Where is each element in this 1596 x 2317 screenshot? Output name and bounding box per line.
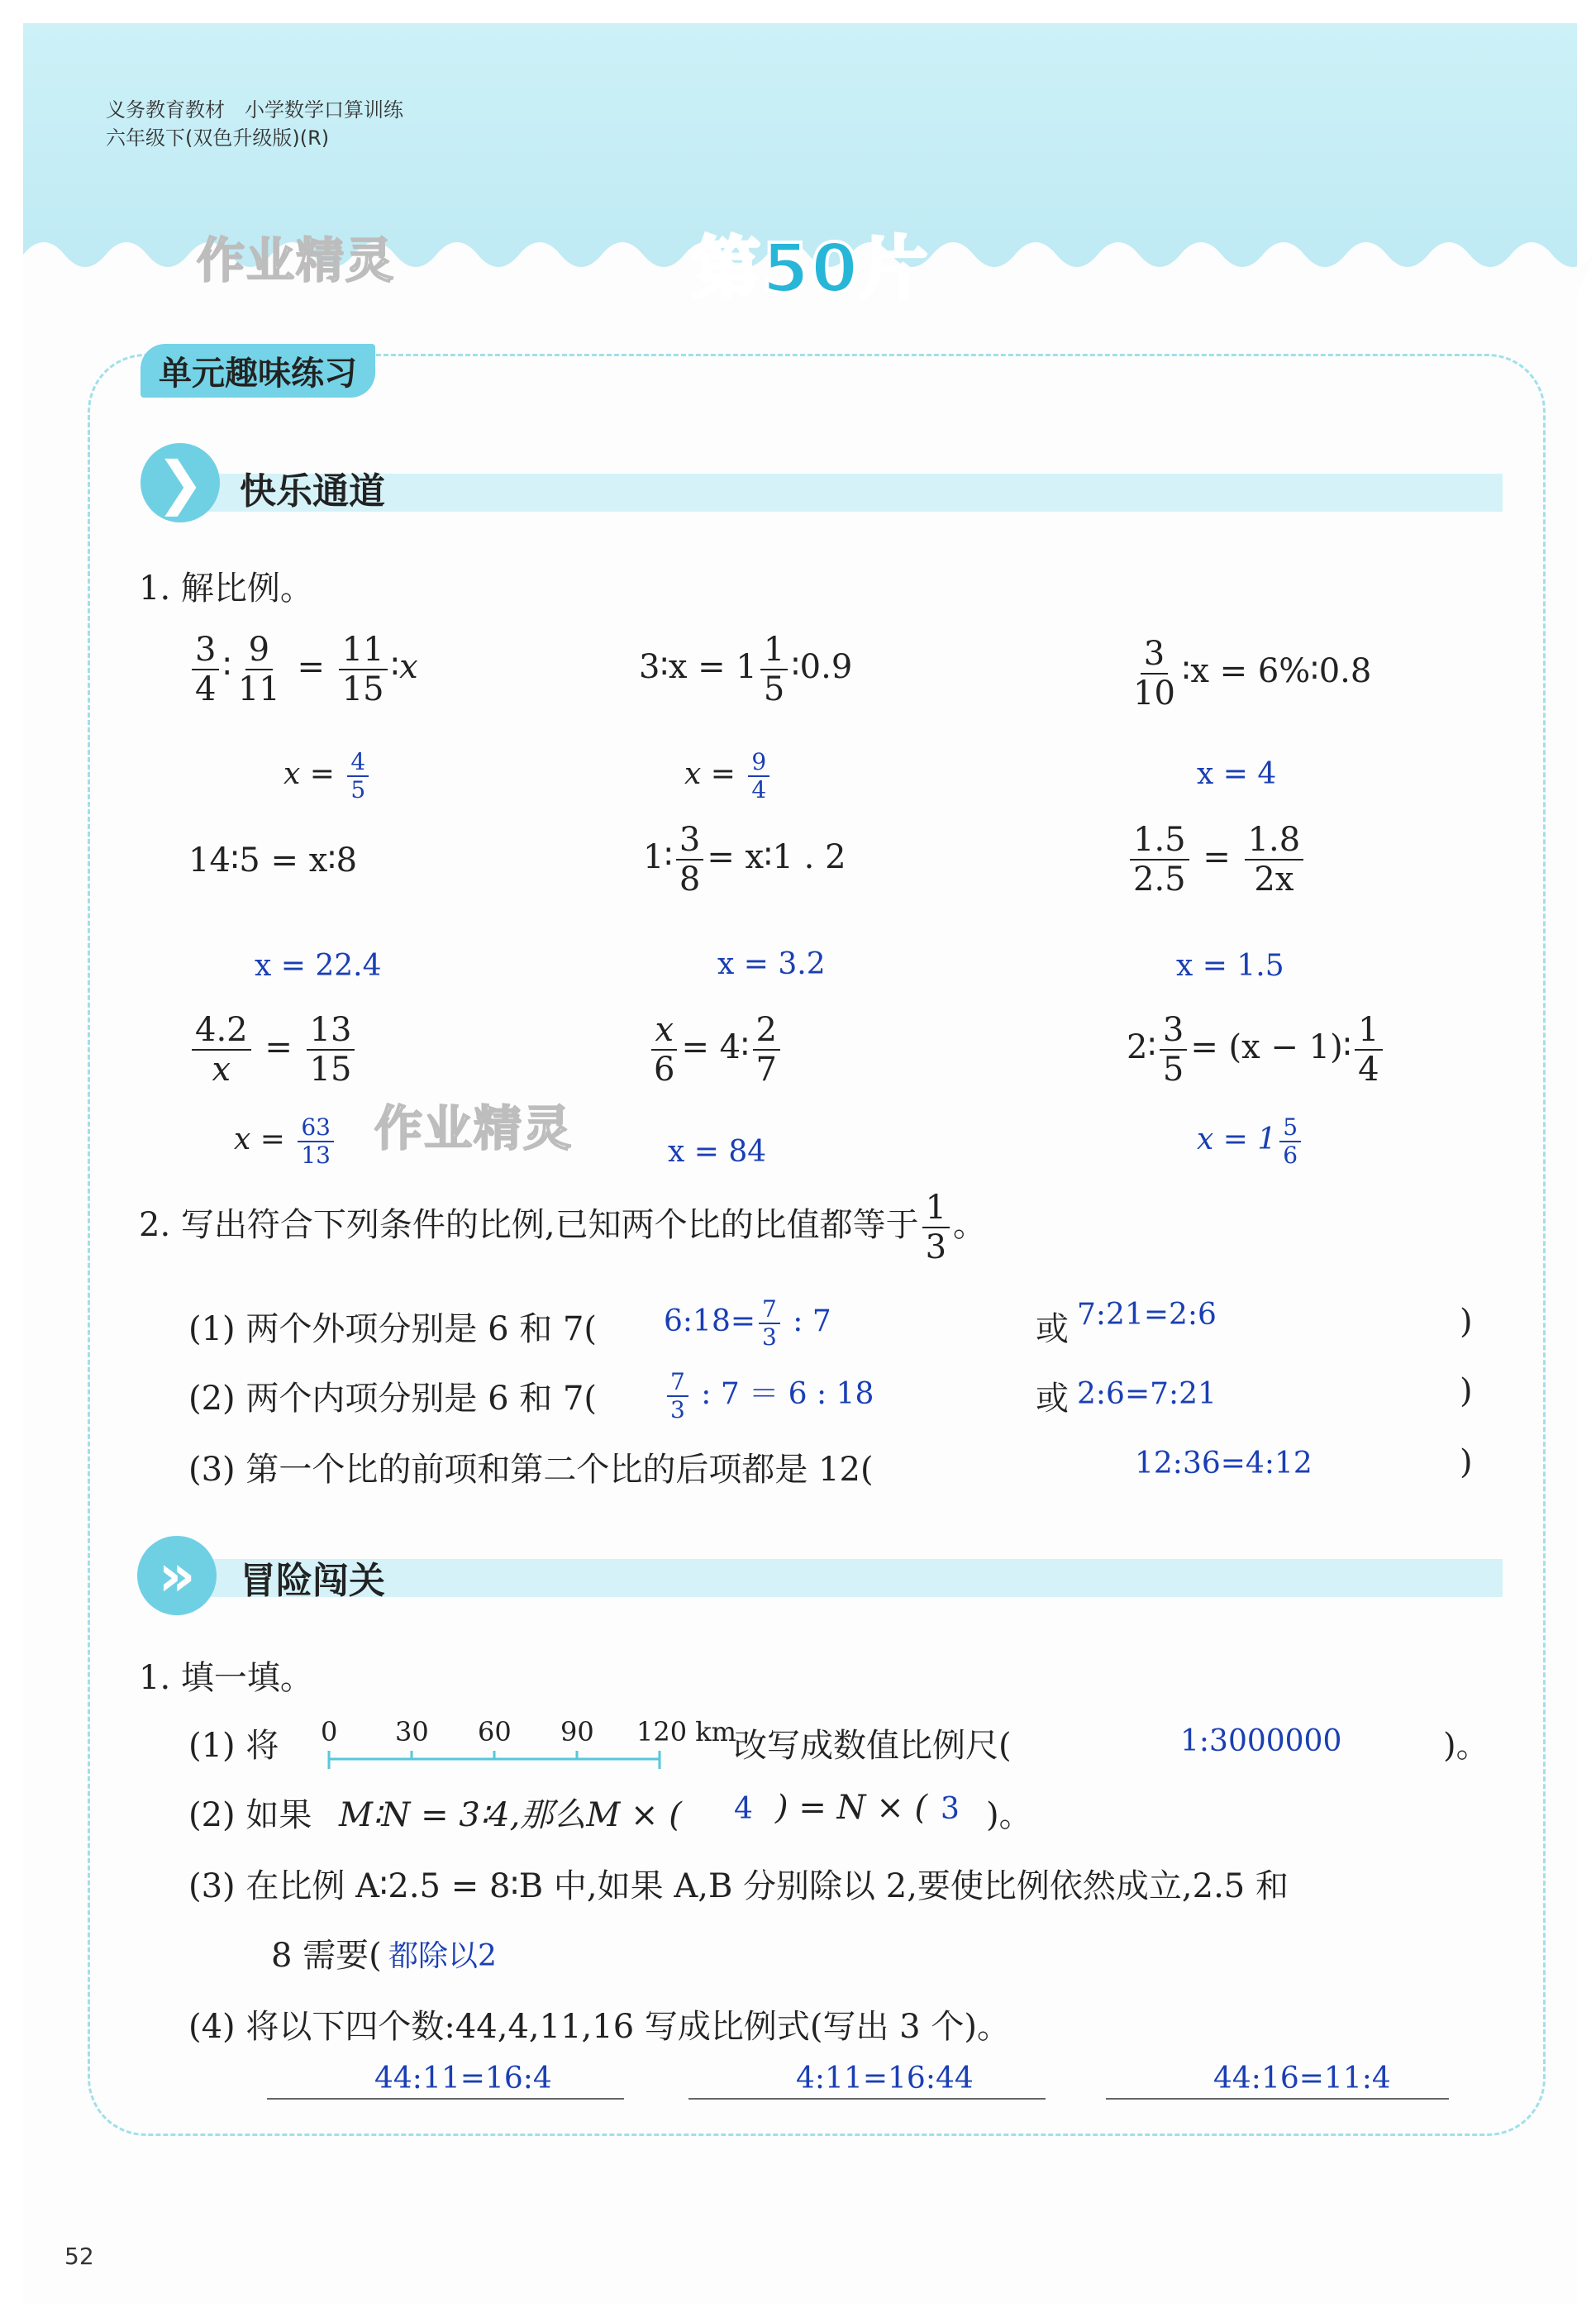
s2-item2-text3: ) = N × (: [775, 1789, 928, 1827]
scale-ruler: [321, 1716, 736, 1777]
s2-item1-pre: (1) 将: [188, 1727, 279, 1765]
section1-title: 快乐通道: [240, 470, 385, 513]
q2-label: 2. 写出符合下列条件的比例,已知两个比的比值都等于 $\frac{1}{3}$ 。: [139, 1189, 987, 1266]
s2-item2-text2: M∶N = 3∶4,那么M × (: [339, 1796, 682, 1834]
s2-item2-answer1: 4: [734, 1792, 753, 1826]
q2-item3-answer: 12:36=4:12: [1135, 1447, 1313, 1480]
ruler-tick-0: 0: [321, 1716, 338, 1747]
answer-6: x = 1.5: [1176, 949, 1284, 983]
watermark-middle: 作业精灵: [374, 1100, 574, 1156]
q2-item2-close: ): [1460, 1372, 1473, 1410]
equation-8: $\frac{x}{6}$ = 4∶ $\frac{2}{7}$: [647, 1011, 784, 1089]
s2-item1-mid: 改写成数值比例尺(: [734, 1727, 1012, 1765]
answer-4: x = 22.4: [255, 949, 382, 983]
book-line2: 六年级下(双色升级版)(R): [106, 126, 330, 150]
s2-item1-answer: 1:3000000: [1180, 1724, 1342, 1758]
answer-5: x = 3.2: [717, 947, 826, 981]
equation-7: $\frac{4.2}{x}$ = $\frac{13}{15}$: [188, 1011, 358, 1089]
s2-item2-answer2: 3: [941, 1792, 960, 1826]
answer-2: x = $\frac{9}{4}$: [684, 749, 773, 803]
chevron-right-icon: ❯: [155, 449, 205, 517]
q2-item2-answer-a: $\frac{7}{3}$ : 7 ＝ 6 : 18: [664, 1369, 874, 1423]
q1-label: 1. 解比例。: [139, 570, 313, 608]
equation-2: 3∶x = 1 $\frac{1}{5}$ ∶0.9: [639, 631, 853, 708]
page-number: 52: [64, 2243, 94, 2270]
equation-9: 2∶ $\frac{3}{5}$ = (x − 1)∶ $\frac{1}{4}$: [1127, 1011, 1386, 1089]
equation-4: 14∶5 = x∶8: [188, 841, 358, 880]
book-info: [106, 96, 403, 152]
answer-line-2: [688, 2098, 1046, 2100]
s2-q1-label: 1. 填一填。: [139, 1659, 313, 1697]
s2-item4-answer-1: 44:11=16:4: [374, 2062, 552, 2095]
book-line1: 义务教育教材 小学数学口算训练: [106, 98, 403, 122]
equation-1: $\frac{3}{4}$ ∶ $\frac{9}{11}$ = $\frac{11}{15}$ ∶x: [188, 631, 418, 708]
q2-item3-label: (3) 第一个比的前项和第二个比的后项都是 12(: [188, 1451, 874, 1489]
q2-item2-or: 或: [1036, 1380, 1069, 1418]
equation-6: $\frac{1.5}{2.5}$ = $\frac{1.8}{2x}$: [1127, 821, 1307, 899]
s2-item3-answer: 都除以2: [388, 1939, 497, 1973]
ruler-tick-120: 120 km: [636, 1716, 736, 1747]
s2-item3-line1: (3) 在比例 A∶2.5 = 8∶B 中,如果 A,B 分别除以 2,要使比例依然成立,2.5 和: [188, 1867, 1289, 1905]
equation-5: 1∶ $\frac{3}{8}$ = x∶1 . 2: [643, 821, 846, 899]
answer-7: x = $\frac{63}{13}$: [234, 1114, 337, 1169]
unit-tag: 单元趣味练习: [141, 344, 375, 398]
answer-3: x = 4: [1197, 757, 1277, 791]
s2-item3-line2: 8 需要(: [271, 1937, 382, 1975]
s2-item1-end: )。: [1443, 1727, 1489, 1765]
answer-8: x = 84: [668, 1135, 767, 1169]
q2-item2-label: (2) 两个内项分别是 6 和 7(: [188, 1380, 598, 1418]
equation-3: $\frac{3}{10}$ ∶x = 6%∶0.8: [1133, 635, 1372, 713]
s2-item4-label: (4) 将以下四个数:44,4,11,16 写成比例式(写出 3 个)。: [188, 2008, 1010, 2046]
answer-line-3: [1106, 2098, 1449, 2100]
q2-item1-or: 或: [1036, 1310, 1069, 1348]
ruler-tick-90: 90: [560, 1716, 594, 1747]
answer-9: x = 1 $\frac{5}{6}$: [1197, 1114, 1304, 1169]
q2-item1-label: (1) 两个外项分别是 6 和 7(: [188, 1310, 598, 1348]
q2-item1-answer-b: 7:21=2:6: [1077, 1298, 1217, 1332]
ruler-tick-60: 60: [478, 1716, 512, 1747]
s2-item4-answer-2: 4:11=16:44: [796, 2062, 974, 2095]
s2-item4-answer-3: 44:16=11:4: [1213, 2062, 1391, 2095]
q2-item3-close: ): [1460, 1443, 1473, 1481]
s2-item2-text4: )。: [986, 1796, 1032, 1834]
s2-item2-text1: (2) 如果: [188, 1796, 312, 1834]
double-chevron-right-icon: »: [158, 1542, 196, 1609]
ruler-tick-30: 30: [395, 1716, 429, 1747]
answer-line-1: [267, 2098, 624, 2100]
answer-1: x = $\frac{4}{5}$: [283, 749, 372, 803]
section2-title: 冒险闯关: [240, 1560, 385, 1602]
q2-item1-answer-a: 6:18= $\frac{7}{3}$ : 7: [664, 1295, 831, 1352]
q2-item2-answer-b: 2:6=7:21: [1077, 1377, 1217, 1411]
page: [23, 23, 1577, 2305]
page-title: 第50片: [693, 230, 930, 308]
q2-item1-close: ): [1460, 1303, 1473, 1341]
watermark-top: 作业精灵: [197, 232, 396, 288]
